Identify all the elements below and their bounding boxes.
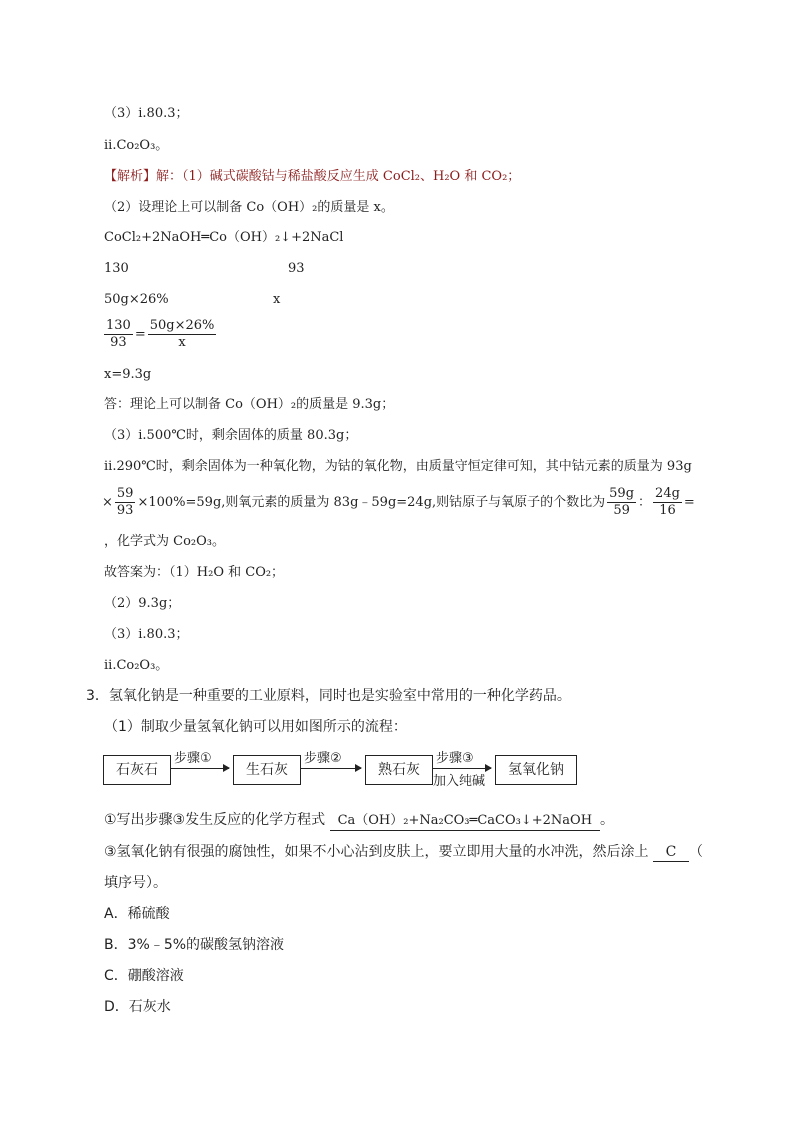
flow-arrow <box>171 768 229 769</box>
calculation-line: × $\frac{59}{93}$ ×100%=59g,则氧元素的质量为 83g﹣59g=24g,则钴原子与氧原子的个数比为 $\frac{59g}{59}$ ： $\frac{24g}{16}$ = <box>102 486 695 518</box>
flow-arrow <box>301 768 361 769</box>
solution-line: ，化学式为 Co₂O₃。 <box>104 534 225 549</box>
answer-line: （3）i.80.3； <box>104 627 189 642</box>
flow-arrow <box>433 768 491 769</box>
flow-step-label: 步骤① <box>174 751 212 766</box>
question-part: （1）制取少量氢氧化钠可以用如图所示的流程： <box>104 719 407 735</box>
ratio-value: x <box>273 292 281 307</box>
fraction: $\frac{130}{93}$ <box>106 318 131 350</box>
option-a: A．稀硫酸 <box>104 906 170 922</box>
sub-question: ①写出步骤③发生反应的化学方程式 Ca（OH）₂+Na₂CO₃═CaCO₃↓+2NaOH 。 <box>104 811 614 831</box>
option-b: B．3%﹣5%的碳酸氢钠溶液 <box>104 937 285 953</box>
fraction: $\frac{24g}{16}$ <box>655 486 680 518</box>
answer-blank: Ca（OH）₂+Na₂CO₃═CaCO₃↓+2NaOH <box>330 812 600 831</box>
solution-line: （3）i.500℃时，剩余固体的质量 80.3g； <box>104 428 358 443</box>
option-d: D．石灰水 <box>104 999 171 1015</box>
flow-step-label: 步骤③ <box>436 751 474 766</box>
ratio-value: 130 <box>104 261 129 276</box>
ratio-value: 93 <box>288 261 305 276</box>
flow-step-label: 步骤② <box>304 751 342 766</box>
answer-line: （2）9.3g； <box>104 596 181 611</box>
answer-line: （3）i.80.3； <box>104 106 189 121</box>
question-title: 3．氢氧化钠是一种重要的工业原料，同时也是实验室中常用的一种化学药品。 <box>86 688 571 704</box>
proportion-equation: $\frac{130}{93}$ = $\frac{50g\times 26\%}{x}$ <box>106 318 215 350</box>
answer-blank: C <box>653 843 689 862</box>
result-line: x=9.3g <box>104 367 152 382</box>
equation-line: CoCl₂+2NaOH═Co（OH）₂↓+2NaCl <box>104 230 344 245</box>
flow-step-sublabel: 加入纯碱 <box>433 774 486 789</box>
ratio-value: 50g×26% <box>104 292 169 307</box>
flow-box-quicklime: 生石灰 <box>233 755 301 785</box>
flow-box-limestone: 石灰石 <box>103 755 171 785</box>
option-c: C．硼酸溶液 <box>104 968 184 984</box>
answer-line: ii.Co₂O₃。 <box>104 658 169 673</box>
sub-question: ③氢氧化钠有很强的腐蚀性，如果不小心沾到皮肤上，要立即用大量的水冲洗，然后涂上 C （ <box>104 844 704 860</box>
analysis-line <box>104 168 520 186</box>
sub-question-cont: 填序号）。 <box>104 875 167 891</box>
flow-box-slaked-lime: 熟石灰 <box>365 755 433 785</box>
fraction: $\frac{50g\times 26\%}{x}$ <box>149 318 215 350</box>
answer-line: 答：理论上可以制备 Co（OH）₂的质量是 9.3g； <box>104 397 395 412</box>
analysis-text: 解：（1）碱式碳酸钴与稀盐酸反应生成 CoCl₂、H₂O 和 CO₂； <box>156 169 521 184</box>
answer-line: ii.Co₂O₃。 <box>104 138 169 153</box>
solution-line: ii.290℃时，剩余固体为一种氧化物，为钴的氧化物，由质量守恒定律可知，其中钴元素的质量为 93g <box>104 459 692 474</box>
fraction: $\frac{59g}{59}$ <box>609 486 635 518</box>
flow-box-sodium-hydroxide: 氢氧化钠 <box>495 755 577 785</box>
fraction: $\frac{59}{93}$ <box>116 486 134 518</box>
solution-line: （2）设理论上可以制备 Co（OH）₂的质量是 x。 <box>104 200 394 215</box>
answer-line: 故答案为：（1）H₂O 和 CO₂； <box>104 565 285 580</box>
analysis-tag: 【解析】 <box>104 169 157 184</box>
